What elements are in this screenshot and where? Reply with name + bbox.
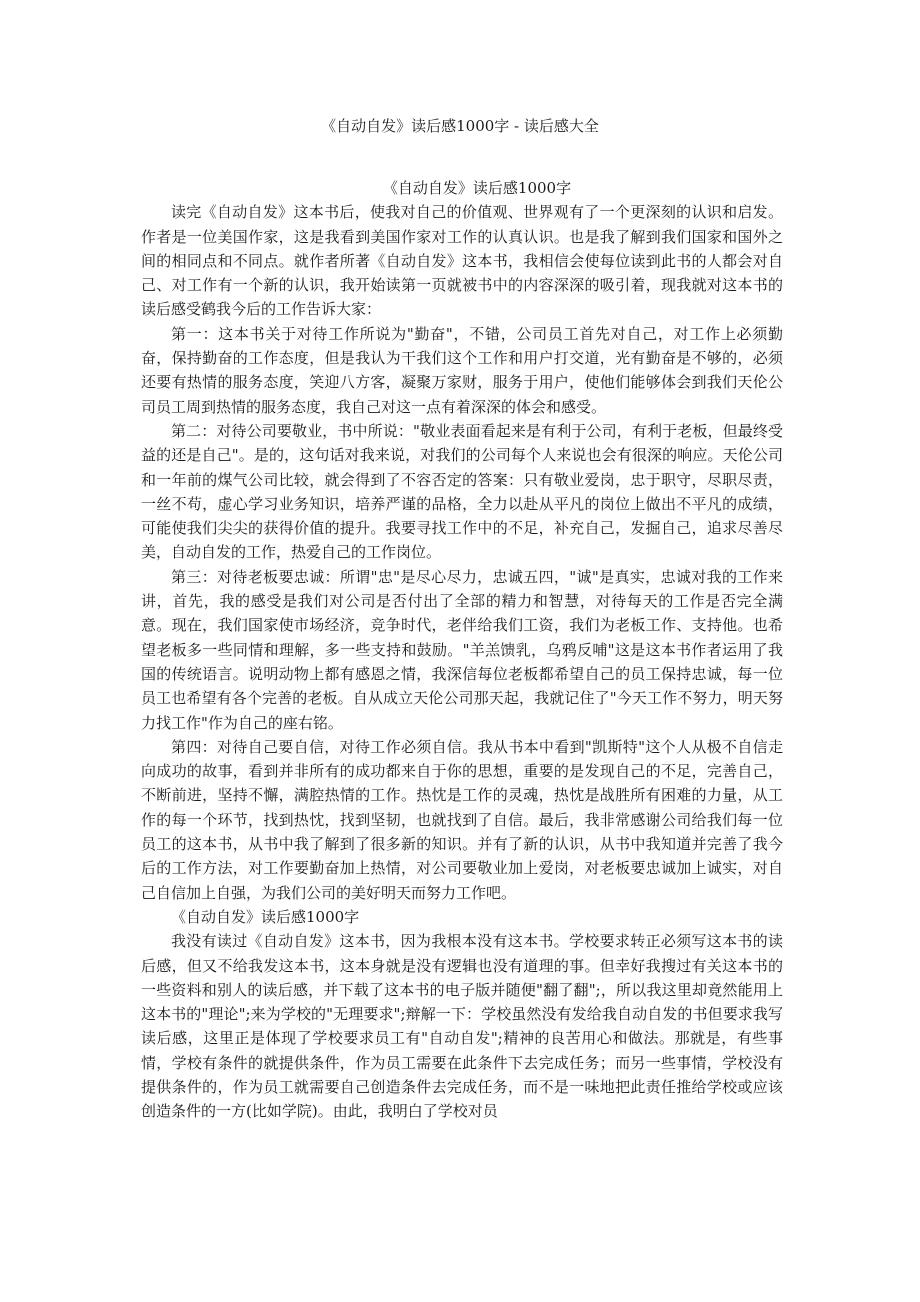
- paragraph: 读完《自动自发》这本书后，使我对自己的价值观、世界观有了一个更深刻的认识和启发。作者是一位美国作家，这是我看到美国作家对工作的认真认识。也是我了解到我们国家和国外之间的相同点和不同点。就作者所著《自动自发》这本书，我相信会使每位读到此书的人都会对自己、对工作有一个新的认识，我开始读第一页就被书中的内容深深的吸引着，现我就对这本书的读后感受鹤我今后的工作告诉大家：: [141, 203, 783, 319]
- paragraph: 第二：对待公司要敬业，书中所说："敬业表面看起来是有利于公司，有利于老板，但最终受益的还是自己"。是的，这句话对我来说，对我们的公司每个人来说也会有很深的响应。天伦公司和一年前的煤气公司比较，就会得到了不容否定的答案：只有敬业爱岗，忠于职守，尽职尽责，一丝不苟，虚心学习业务知识，培养严谨的品格，全力以赴从平凡的岗位上做出不平凡的成绩，可能使我们尖尖的获得价值的提升。我要寻找工作中的不足，补充自己，发掘自己，追求尽善尽美，自动自发的工作，热爱自己的工作岗位。: [141, 421, 783, 562]
- article-heading: 《自动自发》读后感1000字: [171, 907, 360, 926]
- article-body: [141, 176, 783, 1124]
- document-title: 《自动自发》读后感1000字 - 读后感大全: [321, 117, 599, 135]
- paragraph: 我没有读过《自动自发》这本书，因为我根本没有这本书。学校要求转正必须写这本书的读后感，但又不给我发这本书，这本身就是没有逻辑也没有道理的事。但幸好我搜过有关这本书的一些资料和别人的读后感，并下载了这本书的电子版并随便"翻了翻";，所以我这里却竟然能用上这本书的"理论";来为学校的"无理要求";辩解一下：学校虽然没有发给我自动自发的书但要求我写读后感，这里正是体现了学校要求员工有"自动自发";精神的良苦用心和做法。那就是，有些事情，学校有条件的就提供条件，作为员工需要在此条件下去完成任务；而另一些事情，学校没有提供条件的，作为员工就需要自己创造条件去完成任务，而不是一味地把此责任推给学校或应该创造条件的一方(比如学院)。由此，我明白了学校对员: [141, 932, 783, 1121]
- article-heading: 《自动自发》读后感1000字: [382, 179, 572, 197]
- paragraph: 第四：对待自己要自信，对待工作必须自信。我从书本中看到"凯斯特"这个人从极不自信走向成功的故事，看到并非所有的成功都来自于你的思想，重要的是发现自己的不足，完善自己，不断前进，坚持不懈，满腔热情的工作。热忱是工作的灵魂，热忱是战胜所有困难的力量，从工作的每一个环节，找到热忱，找到坚韧，也就找到了自信。最后，我非常感谢公司给我们每一位员工的这本书，从书中我了解到了很多新的知识。并有了新的认识，从书中我知道并完善了我今后的工作方法，对工作要勤奋加上热情，对公司要敬业加上爱岗，对老板要忠诚加上诚实，对自己自信加上自强，为我们公司的美好明天而努力工作吧。: [141, 737, 783, 902]
- paragraph: 第一：这本书关于对待工作所说为"勤奋"，不错，公司员工首先对自己，对工作上必须勤奋，保持勤奋的工作态度，但是我认为干我们这个工作和用户打交道，光有勤奋是不够的，必须还要有热情的服务态度，笑迎八方客，凝聚万家财，服务于用户，使他们能够体会到我们天伦公司员工周到热情的服务态度，我自己对这一点有着深深的体会和感受。: [141, 324, 783, 416]
- paragraph: 第三：对待老板要忠诚：所谓"忠"是尽心尽力，忠诚五四，"诚"是真实，忠诚对我的工作来讲，首先，我的感受是我们对公司是否付出了全部的精力和智慧，对待每天的工作是否完全满意。现在，我们国家使市场经济，竞争时代，老伴给我们工资，我们为老板工作、支持他。也希望老板多一些同情和理解，多一些支持和鼓励。"羊羔馈乳，乌鸦反哺"这是这本书作者运用了我国的传统语言。说明动物上都有感恩之情，我深信每位老板都希望自己的员工保持忠诚，每一位员工也希望有各个完善的老板。自从成立天伦公司那天起，我就记住了"今天工作不努力，明天努力找工作"作为自己的座右铭。: [141, 567, 783, 732]
